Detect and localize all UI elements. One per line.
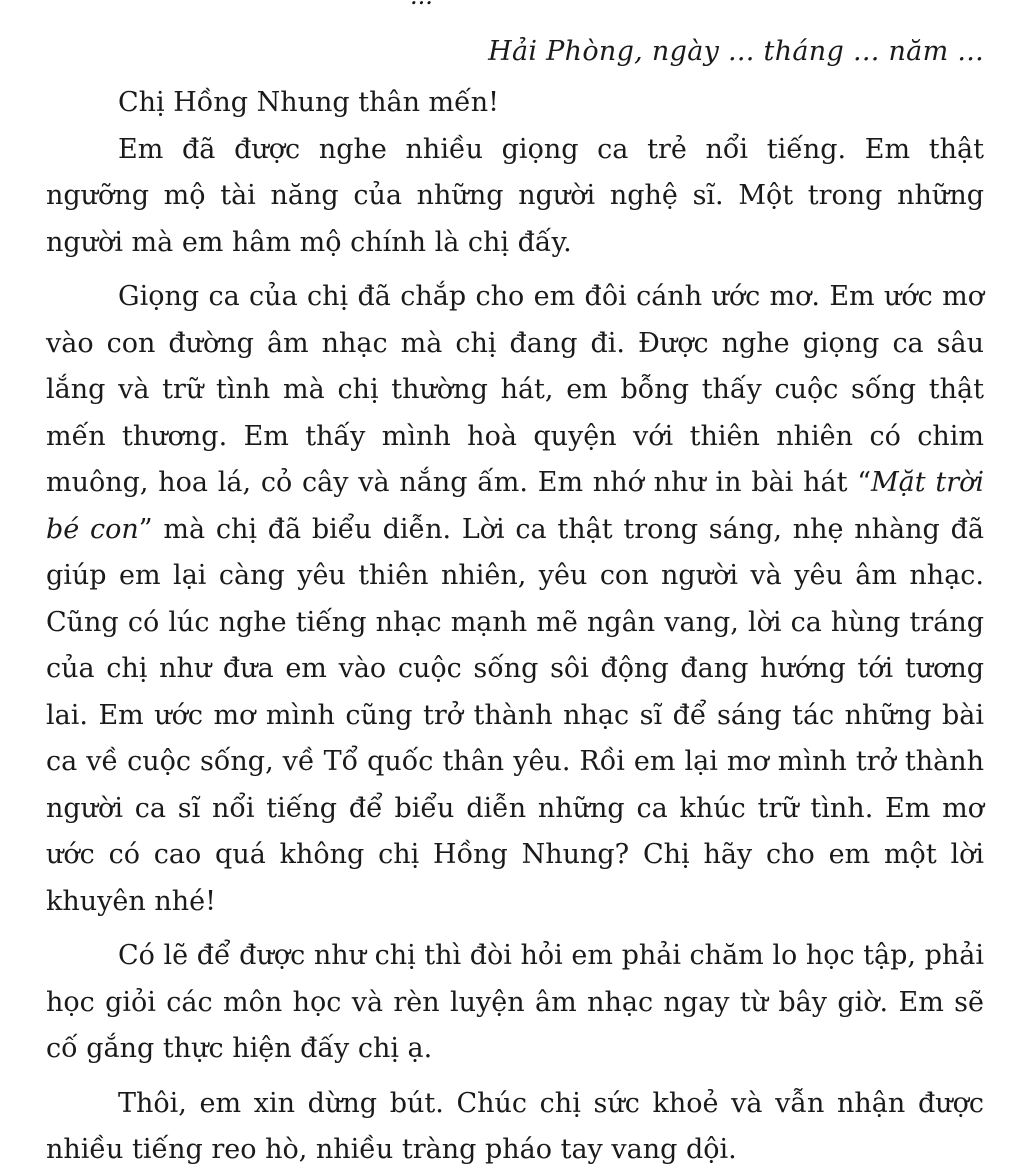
song-title: Mặt trời bé con (46, 467, 985, 545)
paragraph-1: Em đã được nghe nhiều giọng ca trẻ nổi tiếng. Em thật ngưỡng mộ tài năng của những người nghệ sĩ. Một trong những người mà em hâm mộ chính là chị đấy. (46, 133, 984, 258)
paragraph-4: Thôi, em xin dừng bút. Chúc chị sức khoẻ và vẫn nhận được nhiều tiếng reo hò, nhiều tràng pháo tay vang dội. (46, 1087, 984, 1165)
greeting: Chị Hồng Nhung thân mến! (118, 87, 500, 118)
paragraph-2-text-before: Giọng ca của chị đã chắp cho em đôi cánh ước mơ. Em ước mơ vào con đường âm nhạc mà chị đang đi. Được nghe giọng ca sâu lắng và trữ tình mà chị thường hát, em bỗng thấy cuộc sống thật mến thương. Em thấy mình hoà quyện với thiên nhiên có chim muông, hoa lá, cỏ cây và nắng ấm. Em nhớ như in bài hát “ (46, 281, 984, 498)
dateline: Hải Phòng, ngày ... tháng ... năm ... (488, 36, 984, 67)
paragraph-3: Có lẽ để được như chị thì đòi hỏi em phải chăm lo học tập, phải học giỏi các môn học và rèn luyện âm nhạc ngay từ bây giờ. Em sẽ cố gắng thực hiện đấy chị ạ. (46, 940, 984, 1064)
paragraph-2-text-after: ” mà chị đã biểu diễn. Lời ca thật trong sáng, nhẹ nhàng đã giúp em lại càng yêu thiên nhiên, yêu con người và yêu âm nhạc. Cũng có lúc nghe tiếng nhạc mạnh mẽ ngân vang, lời ca hùng tráng của chị như đưa em vào cuộc sống sôi động đang hướng tới tương lai. Em ước mơ mình cũng trở thành nhạc sĩ để sáng tác những bài ca về cuộc sống, về Tổ quốc thân yêu. Rồi em lại mơ mình trở thành người ca sĩ nổi tiếng để biểu diễn những ca khúc trữ tình. Em mơ ước có cao quá không chị Hồng Nhung? Chị hãy cho em một lời khuyên nhé! (46, 513, 984, 917)
letter-body (46, 80, 984, 1174)
cropped-top-text (410, 0, 490, 6)
paragraph-2 (46, 274, 984, 925)
